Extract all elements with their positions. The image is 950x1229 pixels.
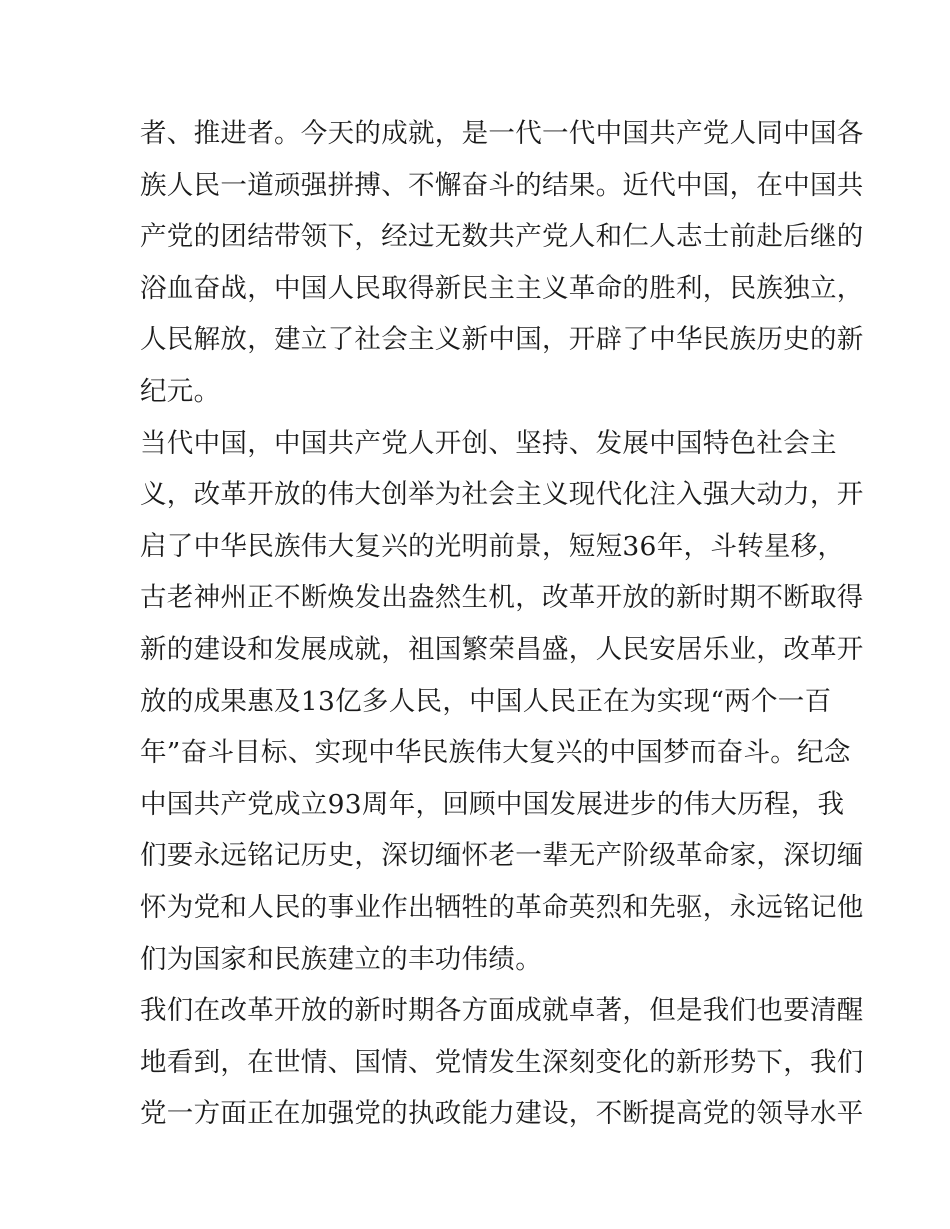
text-line: 义，改革开放的伟大创举为社会主义现代化注入强大动力，开 [140, 479, 864, 511]
text-line: 中国共产党成立93周年，回顾中国发展进步的伟大历程，我 [140, 788, 845, 820]
text-line: 产党的团结带领下，经过无数共产党人和仁人志士前赴后继的 [140, 221, 864, 253]
text-line: 们为国家和民族建立的丰功伟绩。 [140, 943, 542, 975]
text-line: 们要永远铭记历史，深切缅怀老一辈无产阶级革命家，深切缅 [140, 840, 864, 872]
text-line: 者、推进者。今天的成就，是一代一代中国共产党人同中国各 [140, 118, 864, 149]
text-line: 党一方面正在加强党的执政能力建设，不断提高党的领导水平 [140, 1098, 864, 1130]
text-line: 地看到，在世情、国情、党情发生深刻变化的新形势下，我们 [140, 1046, 864, 1078]
text-line: 浴血奋战，中国人民取得新民主主义革命的胜利，民族独立， [140, 272, 864, 304]
text-line: 古老神州正不断焕发出盎然生机，改革开放的新时期不断取得 [140, 582, 864, 614]
text-line: 放的成果惠及13亿多人民，中国人民正在为实现“两个一百 [140, 685, 832, 717]
text-line: 新的建设和发展成就，祖国繁荣昌盛，人民安居乐业，改革开 [140, 633, 864, 665]
text-line: 年”奋斗目标、实现中华民族伟大复兴的中国梦而奋斗。纪念 [140, 737, 851, 769]
text-line: 当代中国，中国共产党人开创、坚持、发展中国特色社会主 [140, 427, 837, 459]
body-text [140, 108, 864, 1140]
text-line: 族人民一道顽强拼搏、不懈奋斗的结果。近代中国，在中国共 [140, 169, 864, 201]
text-line: 人民解放，建立了社会主义新中国，开辟了中华民族历史的新 [140, 324, 864, 356]
text-line: 启了中华民族伟大复兴的光明前景，短短36年，斗转星移， [140, 530, 845, 562]
text-line: 纪元。 [140, 375, 221, 407]
text-line: 我们在改革开放的新时期各方面成就卓著，但是我们也要清醒 [140, 995, 864, 1027]
text-line: 怀为党和人民的事业作出牺牲的革命英烈和先驱，永远铭记他 [140, 891, 864, 923]
